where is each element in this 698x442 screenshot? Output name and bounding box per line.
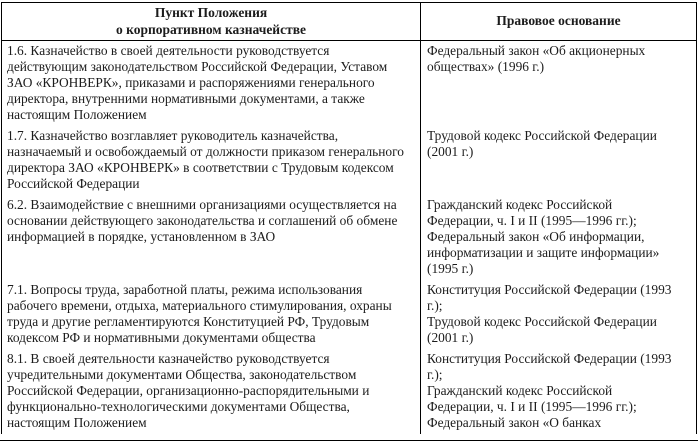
basis-entry: Трудовой кодекс Российской Федерации (2001 г.) [427, 314, 657, 345]
clause-text: 1.6. Казначейство в своей деятельности руководствуется действующим законодательством Российской Федерации, Уставом ЗАО «КРОНВЕРК», приказами и распоряжениями генерального директора, внутренними нормативными документами, а также настоящим Положением [7, 43, 388, 122]
header-clause-column [2, 3, 421, 41]
clause-text: 7.1. Вопросы труда, заработной платы, режима использования рабочего времени, отдыха, материального стимулирования, охраны труда и другие регламентируются Конституцией РФ, Трудовым кодексом РФ и нормативными документами общества [7, 282, 392, 345]
basis-entry: Трудовой кодекс Российской Федерации (2001 г.) [427, 128, 657, 159]
clause-text: 6.2. Взаимодействие с внешними организациями осуществляется на основании действующего законодательства и соглашений об обмене информацией в порядке, установленном в ЗАО [7, 197, 398, 244]
table-row-clause-cell [2, 41, 421, 126]
header-clause-line1: Пункт Положения [154, 5, 268, 20]
table-row-basis-cell [421, 41, 696, 126]
basis-entry: Конституция Российской Федерации (1993 г.); [427, 282, 672, 313]
header-clause-line2: о корпоративном казначействе [116, 21, 306, 37]
regulation-legal-basis-table [1, 2, 697, 434]
table-row-clause-cell [2, 126, 421, 195]
basis-entry: Федеральный закон «Об информации, информатизации и защите информации» (1995 г.) [427, 229, 660, 276]
basis-entry: Гражданский кодекс Российской Федерации, ч. I и II (1995—1996 гг.); [427, 197, 637, 228]
basis-entry: Федеральный закон «О банках [427, 415, 602, 430]
table-row-clause-cell [2, 349, 421, 434]
table-row-basis-cell [421, 195, 696, 280]
clause-text: 8.1. В своей деятельности казначейство руководствуется учредительными документами Общества, законодательством Российской Федерации, организационно-распорядительными и функционально-технологическими документами Общества, настоящим Положением [7, 351, 370, 430]
table-row-clause-cell [2, 280, 421, 349]
header-basis-label: Правовое основание [496, 13, 621, 29]
basis-entry: Конституция Российской Федерации (1993 г.); [427, 351, 672, 382]
header-basis-column [421, 3, 696, 41]
clause-text: 1.7. Казначейство возглавляет руководитель казначейства, назначаемый и освобождаемый от должности приказом генерального директора ЗАО «КРОНВЕРК» в соответствии с Трудовым кодексом Российской Федерации [7, 128, 404, 191]
table-row-basis-cell [421, 349, 696, 434]
table-row-clause-cell [2, 195, 421, 280]
table-row-basis-cell [421, 126, 696, 195]
basis-entry: Федеральный закон «Об акционерных обществах» (1996 г.) [427, 43, 646, 74]
table-row-basis-cell [421, 280, 696, 349]
basis-entry: Гражданский кодекс Российской Федерации, ч. I и II (1995—1996 гг.); [427, 383, 637, 414]
table-bottom-border [0, 440, 698, 441]
